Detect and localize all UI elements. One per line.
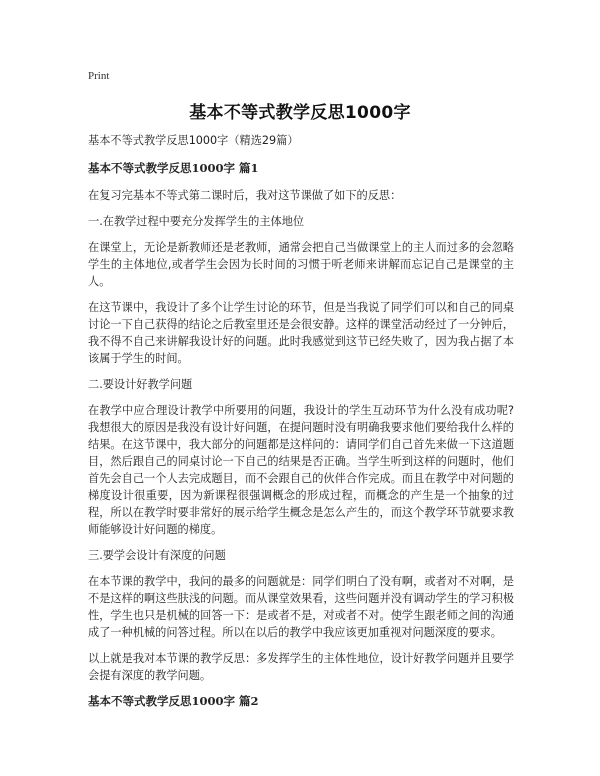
paragraph-2: 在这节课中，我设计了多个让学生讨论的环节，但是当我说了同学们可以和自己的同桌讨论一下自己获得的结论之后教室里还是会很安静。这样的课堂活动经过了一分钟后，我不得不自己来讲解我设计好的问题。此时我感觉到这节已经失败了，因为我占据了本该属于学生的时间。: [88, 301, 514, 365]
page-title: 基本不等式教学反思1000字: [189, 103, 411, 123]
article-subtitle: 基本不等式教学反思1000字（精选29篇）: [88, 134, 299, 147]
paragraph-1: 在课堂上，无论是新教师还是老教师，通常会把自己当做课堂上的主人而过多的会忽略学生的主体地位,或者学生会因为长时间的习惯于听老师来讲解而忘记自己是课堂的主人。: [88, 241, 514, 288]
section-heading-2: 基本不等式教学反思1000字 篇2: [88, 694, 259, 708]
paragraph-3: 在教学中应合理设计教学中所要用的问题，我设计的学生互动环节为什么没有成功呢?我想很大的原因是我没有设计好问题，在提问题时没有明确我要求他们要给我什么样的结果。在这节课中，我大部分的问题都是这样问的：请同学们自己首先来做一下这道题目，然后跟自己的同桌讨论一下自己的结果是否正确。当学生听到这样的问题时，他们首先会自己一个人去完成题目，而不会跟自己的伙伴合作完成。而且在教学中对问题的梯度设计很重要，因为新课程很强调概念的形成过程，而概念的产生是一个抽象的过程，所以在教学时要非常好的展示给学生概念是怎么产生的，而这个教学环节就要求教师能够设计好问题的梯度。: [88, 404, 514, 536]
paragraph-5: 以上就是我对本节课的教学反思：多发挥学生的主体性地位，设计好教学问题并且要学会提有深度的教学问题。: [88, 652, 514, 682]
section-heading-1: 基本不等式教学反思1000字 篇1: [88, 161, 259, 175]
subheading-1: 一.在教学过程中要充分发挥学生的主体地位: [88, 215, 305, 228]
subheading-2: 二.要设计好教学问题: [88, 378, 193, 391]
article-body: [88, 132, 514, 720]
print-link[interactable]: Print: [88, 70, 110, 82]
intro-paragraph: 在复习完基本不等式第二课时后，我对这节课做了如下的反思：: [88, 189, 402, 202]
paragraph-4: 在本节课的教学中，我问的最多的问题就是：同学们明白了没有啊，或者对不对啊，是不是这样的啊这些肤浅的问题。而从课堂效果看，这些问题并没有调动学生的学习积极性，学生也只是机械的回答一下：是或者不是，对或者不对。使学生跟老师之间的沟通成了一种机械的问答过程。所以在以后的教学中我应该更加重视对问题深度的要求。: [88, 575, 514, 639]
subheading-3: 三.要学会设计有深度的问题: [88, 549, 226, 562]
